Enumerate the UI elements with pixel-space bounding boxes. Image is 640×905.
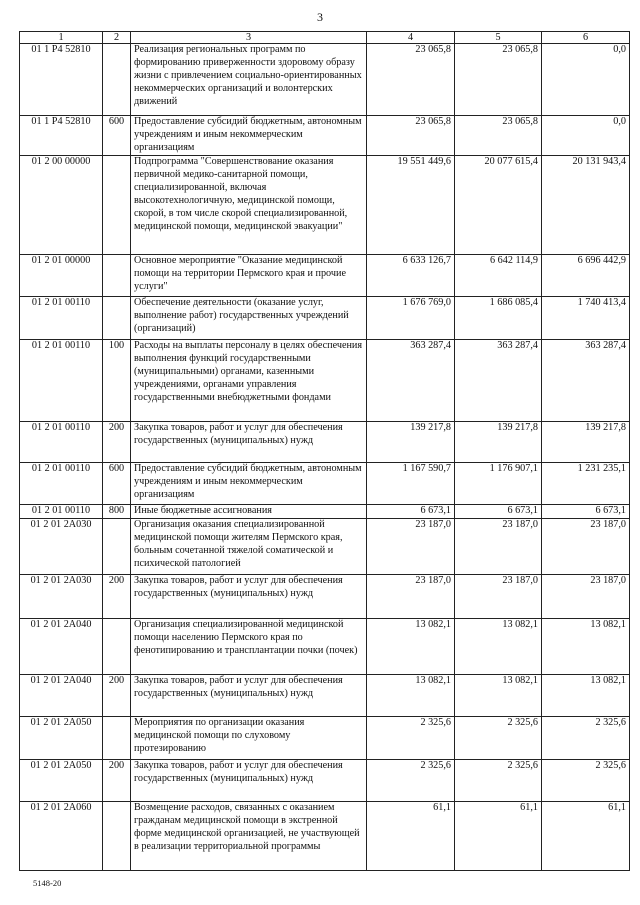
row-value-col6: 6 673,1 [542,505,630,519]
row-value-col4: 23 187,0 [367,574,455,618]
row-code: 01 2 01 00110 [20,422,103,463]
row-expense-type [103,518,131,574]
table-row [20,716,630,759]
row-value-col6: 13 082,1 [542,674,630,716]
table-row [20,618,630,674]
row-name: Предоставление субсидий бюджетным, автономным учреждениям и иным некоммерческим организациям [131,463,367,505]
row-code: 01 2 01 00110 [20,463,103,505]
row-code: 01 2 01 2А060 [20,801,103,870]
row-name: Реализация региональных программ по формированию приверженности здоровому образу жизни с привлечением социально-ориентированных некоммерческих организаций и волонтерских движений [131,44,367,116]
table-row [20,574,630,618]
row-value-col4: 23 065,8 [367,44,455,116]
row-expense-type [103,801,131,870]
row-value-col6: 2 325,6 [542,759,630,801]
header-col-1: 1 [20,32,103,44]
row-name: Иные бюджетные ассигнования [131,505,367,519]
row-name: Подпрограмма "Совершенствование оказания первичной медико-санитарной помощи, специализированной, включая высокотехнологичную, медицинской помощи, скорой, в том числе скорой специализированной, медицинской помощи, медицинской эвакуации" [131,156,367,255]
row-name: Организация оказания специализированной медицинской помощи жителям Пермского края, больным сочетанной тяжелой соматической и психической патологией [131,518,367,574]
row-code: 01 1 P4 52810 [20,116,103,156]
row-value-col5: 2 325,6 [455,759,542,801]
header-col-6: 6 [542,32,630,44]
row-name: Расходы на выплаты персоналу в целях обеспечения выполнения функций государственными (муниципальными) органами, казенными учреждениями, органами управления государственными внебюджетными фондами [131,340,367,422]
table-row [20,297,630,340]
table-row [20,505,630,519]
budget-table [19,31,630,871]
row-name: Закупка товаров, работ и услуг для обеспечения государственных (муниципальных) нужд [131,422,367,463]
row-value-col5: 13 082,1 [455,674,542,716]
row-value-col5: 23 065,8 [455,116,542,156]
row-value-col5: 1 686 085,4 [455,297,542,340]
row-value-col5: 20 077 615,4 [455,156,542,255]
row-value-col4: 23 065,8 [367,116,455,156]
row-value-col4: 6 673,1 [367,505,455,519]
row-value-col6: 363 287,4 [542,340,630,422]
row-value-col6: 139 217,8 [542,422,630,463]
header-row [20,32,630,44]
row-code: 01 2 01 00110 [20,505,103,519]
row-value-col6: 13 082,1 [542,618,630,674]
row-value-col6: 2 325,6 [542,716,630,759]
row-value-col6: 20 131 943,4 [542,156,630,255]
row-value-col4: 1 676 769,0 [367,297,455,340]
row-value-col5: 13 082,1 [455,618,542,674]
row-expense-type: 600 [103,116,131,156]
row-code: 01 2 01 00000 [20,255,103,297]
row-code: 01 2 01 2А040 [20,618,103,674]
row-value-col5: 139 217,8 [455,422,542,463]
row-value-col4: 1 167 590,7 [367,463,455,505]
row-expense-type [103,255,131,297]
document-code: 5148-20 [33,878,62,888]
row-expense-type [103,716,131,759]
row-expense-type [103,618,131,674]
row-code: 01 2 00 00000 [20,156,103,255]
row-value-col6: 1 740 413,4 [542,297,630,340]
table-row [20,801,630,870]
header-col-2: 2 [103,32,131,44]
table-row [20,518,630,574]
row-name: Мероприятия по организации оказания медицинской помощи по слуховому протезированию [131,716,367,759]
row-expense-type: 200 [103,422,131,463]
row-value-col5: 2 325,6 [455,716,542,759]
row-code: 01 1 P4 52810 [20,44,103,116]
row-value-col5: 23 187,0 [455,574,542,618]
row-value-col6: 1 231 235,1 [542,463,630,505]
row-value-col6: 6 696 442,9 [542,255,630,297]
row-code: 01 2 01 2А030 [20,518,103,574]
row-name: Закупка товаров, работ и услуг для обеспечения государственных (муниципальных) нужд [131,574,367,618]
row-value-col5: 6 642 114,9 [455,255,542,297]
row-code: 01 2 01 00110 [20,340,103,422]
row-expense-type [103,156,131,255]
row-expense-type [103,44,131,116]
table-row [20,674,630,716]
header-col-4: 4 [367,32,455,44]
row-value-col4: 19 551 449,6 [367,156,455,255]
row-value-col5: 23 065,8 [455,44,542,116]
row-code: 01 2 01 2А050 [20,716,103,759]
header-col-3: 3 [131,32,367,44]
row-expense-type: 200 [103,574,131,618]
table-row [20,156,630,255]
row-value-col4: 13 082,1 [367,674,455,716]
table-row [20,422,630,463]
row-expense-type [103,297,131,340]
row-value-col6: 0,0 [542,116,630,156]
table-row [20,340,630,422]
row-value-col5: 61,1 [455,801,542,870]
row-value-col6: 23 187,0 [542,574,630,618]
row-value-col4: 13 082,1 [367,618,455,674]
row-name: Основное мероприятие "Оказание медицинской помощи на территории Пермского края и прочие услуги" [131,255,367,297]
row-name: Предоставление субсидий бюджетным, автономным учреждениям и иным некоммерческим организациям [131,116,367,156]
row-value-col4: 2 325,6 [367,759,455,801]
row-code: 01 2 01 2А050 [20,759,103,801]
row-value-col4: 363 287,4 [367,340,455,422]
row-value-col4: 61,1 [367,801,455,870]
row-value-col4: 6 633 126,7 [367,255,455,297]
row-code: 01 2 01 00110 [20,297,103,340]
row-value-col5: 1 176 907,1 [455,463,542,505]
row-name: Организация специализированной медицинской помощи населению Пермского края по фенотипированию и трансплантации почки (почек) [131,618,367,674]
row-name: Закупка товаров, работ и услуг для обеспечения государственных (муниципальных) нужд [131,674,367,716]
row-value-col4: 2 325,6 [367,716,455,759]
row-name: Возмещение расходов, связанных с оказанием гражданам медицинской помощи в экстренной форме медицинской организацией, не участвующей в реализации территориальной программы [131,801,367,870]
row-expense-type: 800 [103,505,131,519]
row-expense-type: 100 [103,340,131,422]
table-row [20,463,630,505]
row-name: Закупка товаров, работ и услуг для обеспечения государственных (муниципальных) нужд [131,759,367,801]
page-number: 3 [317,10,323,24]
row-code: 01 2 01 2А030 [20,574,103,618]
table-row [20,759,630,801]
row-value-col5: 23 187,0 [455,518,542,574]
header-col-5: 5 [455,32,542,44]
row-value-col6: 61,1 [542,801,630,870]
row-value-col4: 23 187,0 [367,518,455,574]
row-code: 01 2 01 2А040 [20,674,103,716]
row-value-col4: 139 217,8 [367,422,455,463]
table-row [20,44,630,116]
row-value-col6: 23 187,0 [542,518,630,574]
row-name: Обеспечение деятельности (оказание услуг, выполнение работ) государственных учреждений (организаций) [131,297,367,340]
row-value-col5: 363 287,4 [455,340,542,422]
row-value-col5: 6 673,1 [455,505,542,519]
table-row [20,116,630,156]
row-expense-type: 200 [103,674,131,716]
row-expense-type: 200 [103,759,131,801]
table-row [20,255,630,297]
row-value-col6: 0,0 [542,44,630,116]
row-expense-type: 600 [103,463,131,505]
